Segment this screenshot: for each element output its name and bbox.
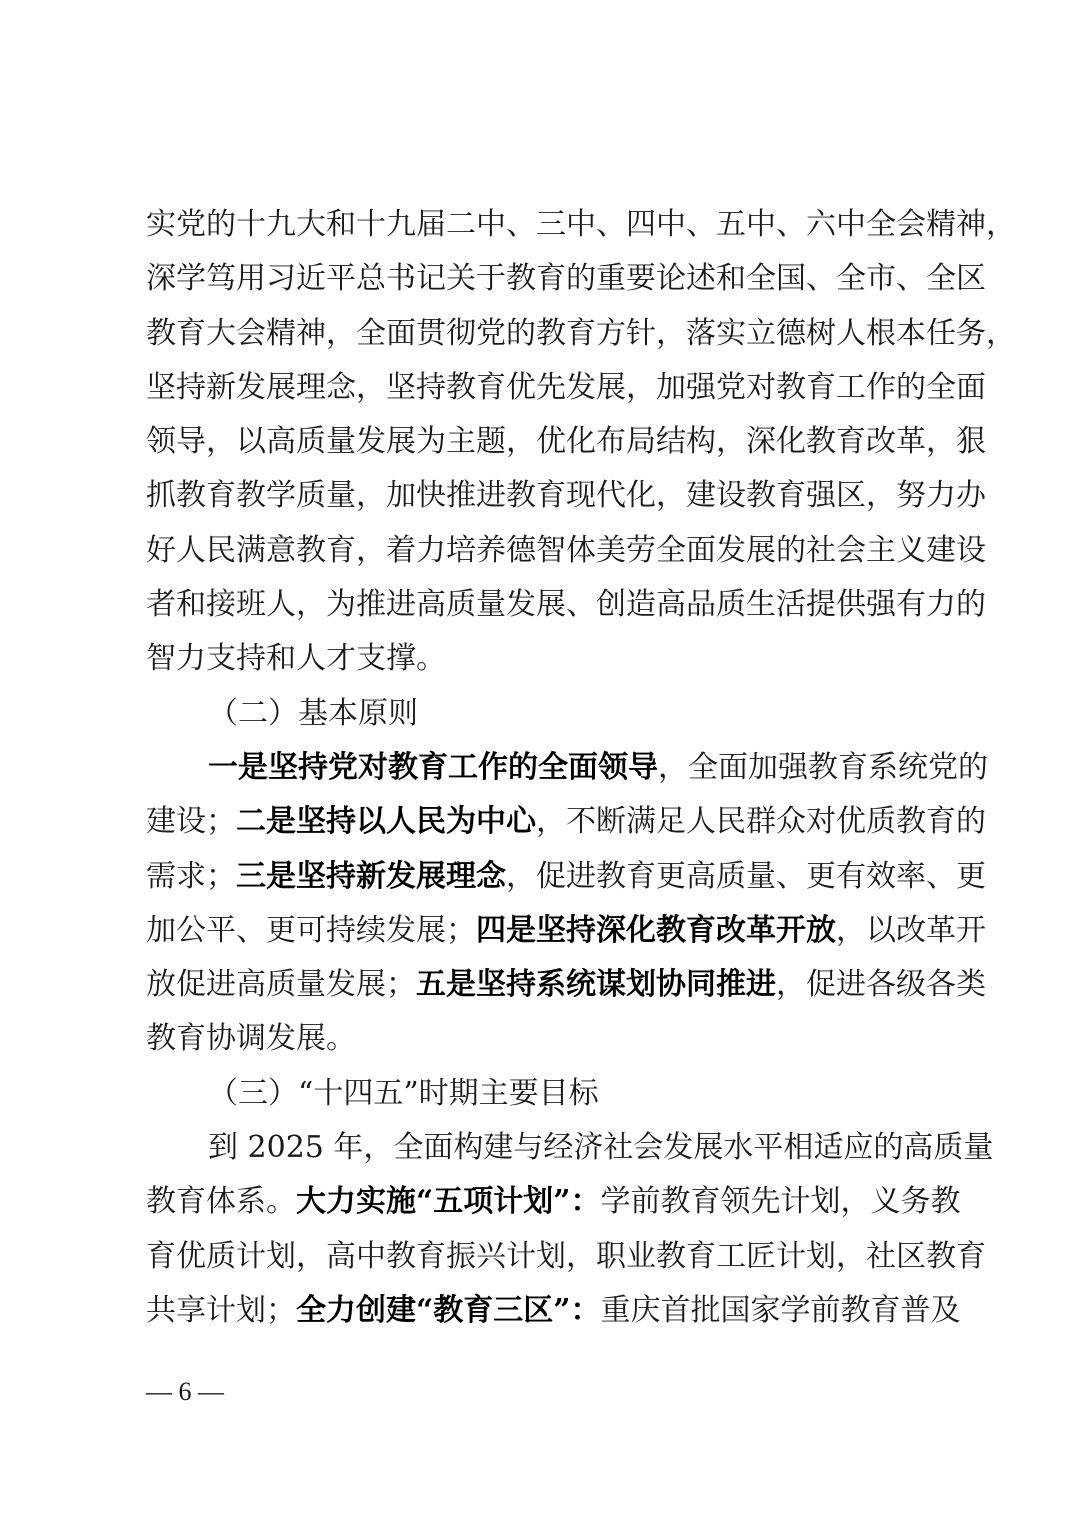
text-line	[146, 741, 988, 795]
text-segment: 需求；	[146, 858, 236, 894]
text-line	[146, 361, 986, 415]
text-segment: 好人民满意教育，着力培养德智体美劳全面发展的社会主义建设	[146, 532, 986, 568]
bold-text-segment: 五是坚持系统谋划协同推进	[416, 967, 776, 1003]
text-line	[146, 795, 986, 849]
text-line	[146, 958, 986, 1012]
text-segment: 教育协调发展。	[146, 1021, 356, 1057]
text-line	[146, 415, 986, 469]
text-line	[146, 307, 1016, 361]
text-segment: 抓教育教学质量，加快推进教育现代化，建设教育强区，努力办	[146, 478, 986, 514]
text-segment: 智力支持和人才支撑。	[146, 641, 446, 677]
text-segment: 学前教育领先计划，义务教	[600, 1184, 961, 1220]
bold-text-segment: 一是坚持党对教育工作的全面领导	[208, 749, 658, 785]
text-segment: 建设；	[146, 804, 236, 840]
text-segment: （二）基本原则	[208, 695, 418, 731]
text-segment: 领导，以高质量发展为主题，优化布局结构，深化教育改革，狠	[146, 424, 986, 460]
text-segment: 教育大会精神，全面贯彻党的教育方针，落实立德树人根本任务，	[146, 315, 1016, 351]
text-line	[146, 1067, 946, 1121]
text-segment: 者和接班人，为推进高质量发展、创造高品质生活提供强有力的	[146, 587, 986, 623]
text-segment: 育优质计划，高中教育振兴计划，职业教育工匠计划，社区教育	[146, 1238, 986, 1274]
text-segment: ，促进教育更高质量、更有效率、更	[506, 858, 986, 894]
text-segment: 深学笃用习近平总书记关于教育的重要论述和全国、全市、全区	[146, 261, 986, 297]
text-segment: ，全面加强教育系统党的	[658, 749, 988, 785]
text-line	[146, 1230, 986, 1284]
text-segment: 到 2025 年，全面构建与经济社会发展水平相适应的高质量	[208, 1130, 994, 1166]
text-segment: ，以改革开	[836, 912, 986, 948]
page-number: — 6 —	[146, 1377, 224, 1406]
text-line	[146, 469, 986, 523]
text-line	[146, 1121, 994, 1175]
text-segment: 实党的十九大和十九届二中、三中、四中、五中、六中全会精神，	[146, 207, 1016, 242]
text-line	[146, 687, 946, 741]
text-line	[146, 578, 986, 632]
text-segment: （三）“十四五”时期主要目标	[208, 1075, 599, 1111]
body-text	[146, 198, 1016, 1338]
text-line	[146, 198, 1016, 252]
text-line	[146, 252, 986, 306]
text-line	[146, 1175, 961, 1229]
text-line	[146, 632, 946, 686]
bold-text-segment: 四是坚持深化教育改革开放	[476, 912, 836, 948]
text-segment: 加公平、更可持续发展；	[146, 912, 476, 948]
text-line	[146, 850, 986, 904]
text-segment: ，不断满足人民群众对优质教育的	[536, 804, 986, 840]
text-line	[146, 904, 986, 958]
text-segment: 重庆首批国家学前教育普及	[600, 1292, 961, 1328]
bold-text-segment: 大力实施“五项计划”：	[296, 1184, 601, 1220]
text-segment: 坚持新发展理念，坚持教育优先发展，加强党对教育工作的全面	[146, 369, 986, 405]
bold-text-segment: 二是坚持以人民为中心	[236, 804, 536, 840]
text-line	[146, 1284, 961, 1338]
text-segment: 放促进高质量发展；	[146, 967, 416, 1003]
text-segment: ，促进各级各类	[776, 967, 986, 1003]
text-segment: 教育体系。	[146, 1184, 296, 1220]
text-line	[146, 1012, 946, 1066]
bold-text-segment: 三是坚持新发展理念	[236, 858, 506, 894]
bold-text-segment: 全力创建“教育三区”：	[296, 1292, 601, 1328]
text-line	[146, 524, 986, 578]
text-segment: 共享计划；	[146, 1292, 296, 1328]
